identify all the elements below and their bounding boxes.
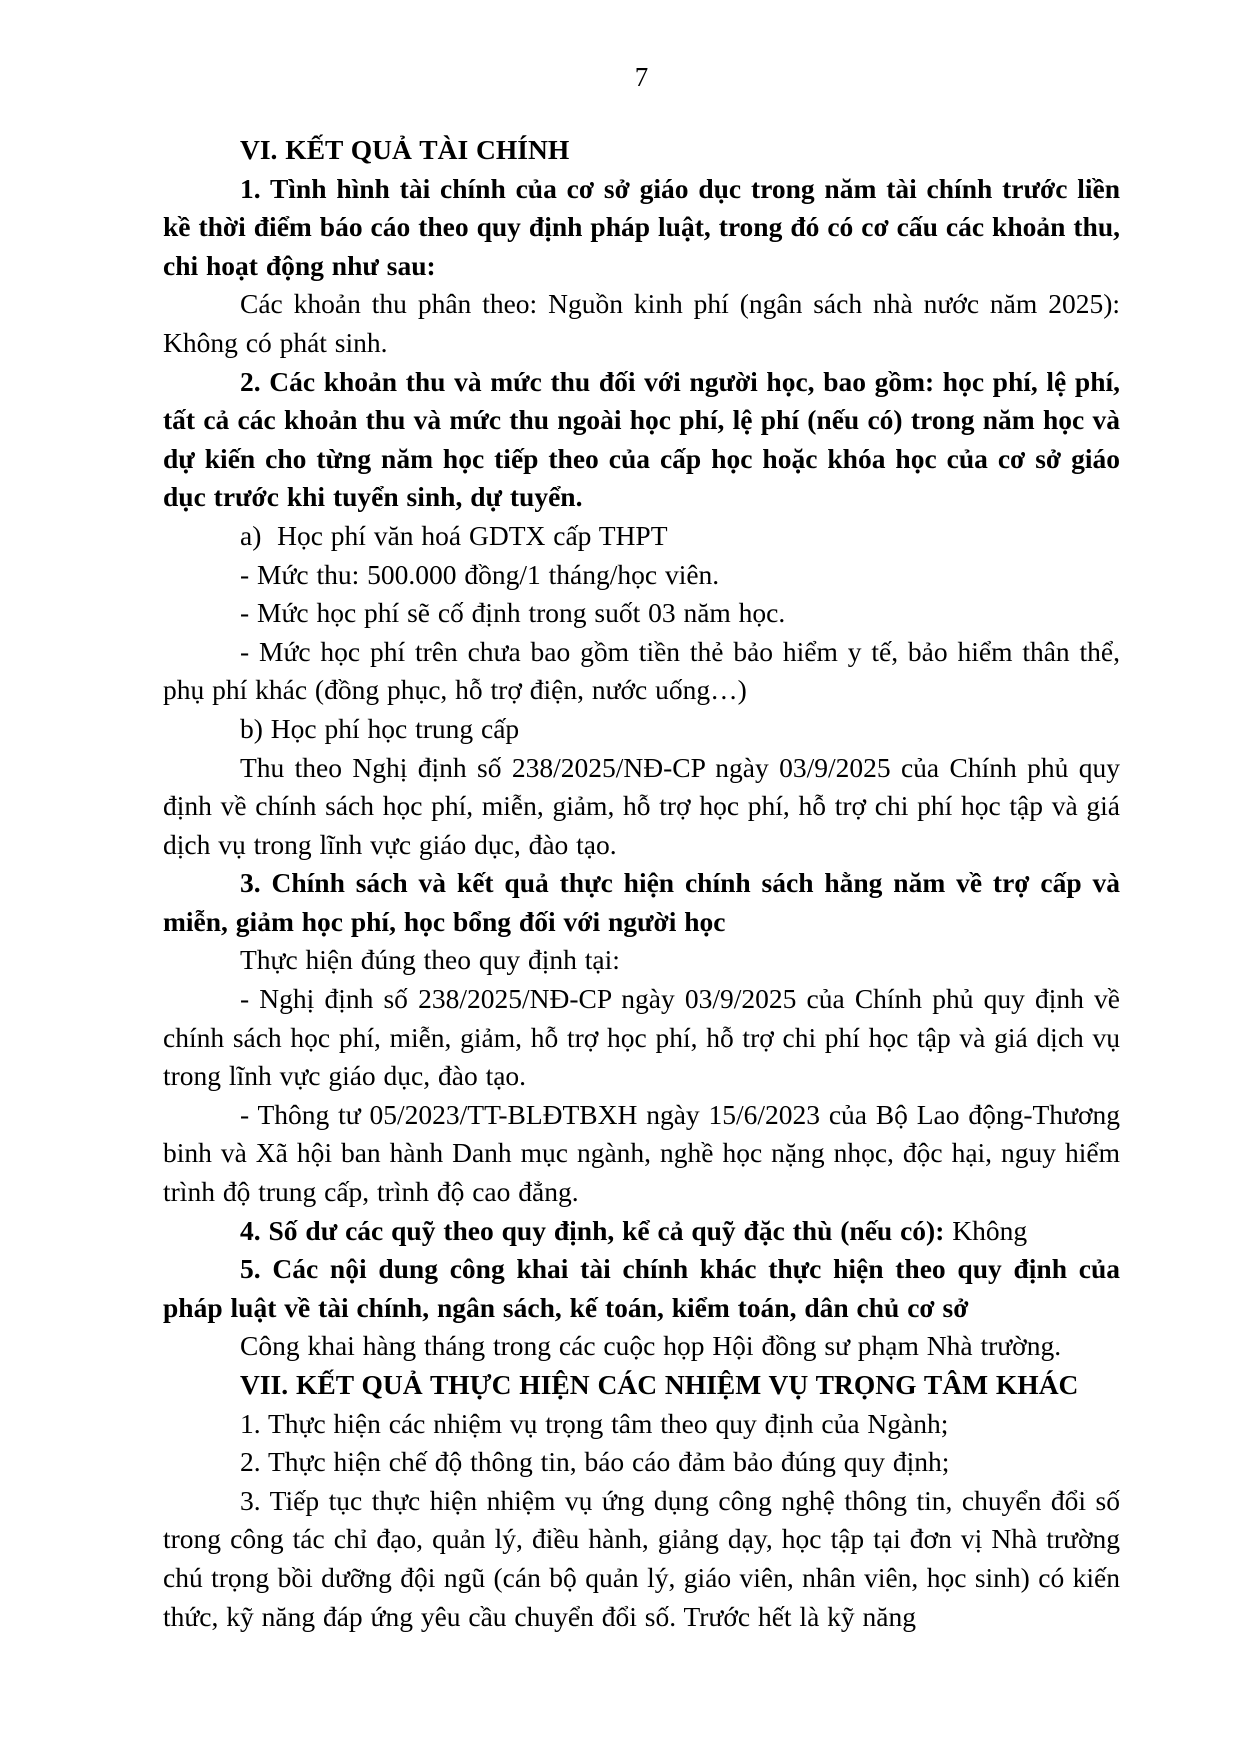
paragraph-task-1: 1. Thực hiện các nhiệm vụ trọng tâm theo quy định của Ngành; xyxy=(240,1407,949,1439)
paragraph-task-3: 3. Tiếp tục thực hiện nhiệm vụ ứng dụng công nghệ thông tin, chuyển đổi số trong công tác chỉ đạo, quản lý, điều hành, giảng dạy, học tập tại đơn vị Nhà trường chú trọng bồi dưỡng đội ngũ (cán bộ quản lý, giáo viên, nhân viên, học sinh) có kiến thức, kỹ năng đáp ứng yêu cầu chuyển đổi số. Trước hết là kỹ năng xyxy=(163,1484,1120,1632)
paragraph-finance-item-1: 1. Tình hình tài chính của cơ sở giáo dục trong năm tài chính trước liền kề thời điểm báo cáo theo quy định pháp luật, trong đó có cơ cấu các khoản thu, chi hoạt động như sau: xyxy=(163,172,1120,281)
paragraph-finance-item-4 xyxy=(163,1212,1120,1251)
paragraph-tuition-vocational-heading: b) Học phí học trung cấp xyxy=(240,712,520,744)
paragraph-finance-item-4-value: Không xyxy=(952,1214,1028,1246)
paragraph-decree-238-reference: - Nghị định số 238/2025/NĐ-CP ngày 03/9/2025 của Chính phủ quy định về chính sách học phí, miễn, giảm, hỗ trợ học phí, hỗ trợ chi phí học tập và giá dịch vụ trong lĩnh vực giáo dục, đào tạo. xyxy=(163,983,1120,1092)
paragraph-tuition-exclusions: - Mức học phí trên chưa bao gồm tiền thẻ bảo hiểm y tế, bảo hiểm thân thể, phụ phí khác (đồng phục, hỗ trợ điện, nước uống…) xyxy=(163,635,1120,706)
paragraph-tuition-rate: - Mức thu: 500.000 đồng/1 tháng/học viên. xyxy=(240,558,720,590)
paragraph-finance-item-5: 5. Các nội dung công khai tài chính khác thực hiện theo quy định của pháp luật về tài chính, ngân sách, kế toán, kiểm toán, dân chủ cơ sở xyxy=(163,1253,1120,1323)
paragraph-revenue-sources: Các khoản thu phân theo: Nguồn kinh phí (ngân sách nhà nước năm 2025): Không có phát sinh. xyxy=(163,288,1120,358)
paragraph-monthly-disclosure: Công khai hàng tháng trong các cuộc họp Hội đồng sư phạm Nhà trường. xyxy=(240,1330,1062,1362)
paragraph-tuition-gdtx-heading: a) Học phí văn hoá GDTX cấp THPT xyxy=(240,519,668,551)
paragraph-finance-item-3: 3. Chính sách và kết quả thực hiện chính sách hằng năm về trợ cấp và miễn, giảm học phí, học bổng đối với người học xyxy=(163,867,1120,937)
section-vii-heading: VII. KẾT QUẢ THỰC HIỆN CÁC NHIỆM VỤ TRỌNG TÂM KHÁC xyxy=(240,1369,1079,1400)
paragraph-finance-item-4-label: 4. Số dư các quỹ theo quy định, kể cả quỹ đặc thù (nếu có): xyxy=(240,1214,953,1246)
paragraph-tuition-fixed: - Mức học phí sẽ cố định trong suốt 03 năm học. xyxy=(240,597,786,629)
paragraph-decree-238-collect: Thu theo Nghị định số 238/2025/NĐ-CP ngày 03/9/2025 của Chính phủ quy định về chính sách học phí, miễn, giảm, hỗ trợ học phí, hỗ trợ chi phí học tập và giá dịch vụ trong lĩnh vực giáo dục, đào tạo. xyxy=(163,751,1120,860)
paragraph-circular-05-reference: - Thông tư 05/2023/TT-BLĐTBXH ngày 15/6/2023 của Bộ Lao động-Thương binh và Xã hội ban hành Danh mục ngành, nghề học nặng nhọc, độc hại, nguy hiểm trình độ trung cấp, trình độ cao đẳng. xyxy=(163,1098,1120,1208)
document-body xyxy=(163,131,1120,1636)
paragraph-policy-compliance: Thực hiện đúng theo quy định tại: xyxy=(240,944,620,976)
page-number: 7 xyxy=(634,62,649,92)
paragraph-finance-item-2: 2. Các khoản thu và mức thu đối với người học, bao gồm: học phí, lệ phí, tất cả các khoản thu và mức thu ngoài học phí, lệ phí (nếu có) trong năm học và dự kiến cho từng năm học tiếp theo của cấp học hoặc khóa học của cơ sở giáo dục trước khi tuyển sinh, dự tuyển. xyxy=(163,365,1120,513)
paragraph-task-2: 2. Thực hiện chế độ thông tin, báo cáo đảm bảo đúng quy định; xyxy=(240,1446,950,1478)
section-vi-heading: VI. KẾT QUẢ TÀI CHÍNH xyxy=(240,134,570,165)
